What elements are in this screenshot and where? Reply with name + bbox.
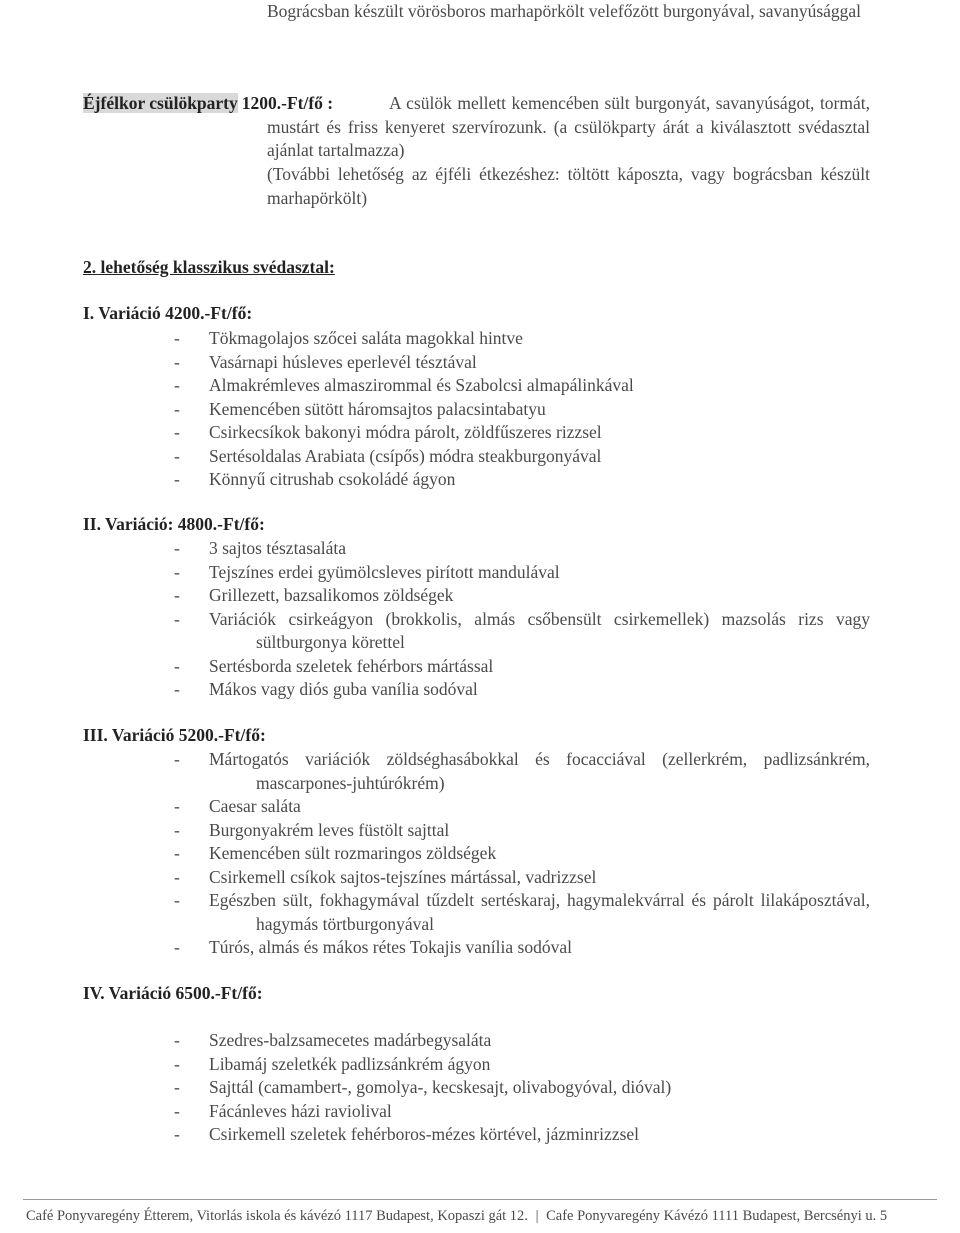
list-item: - Sajttál (camambert-, gomolya-, kecskesajt, olivabogyóval, dióval) bbox=[174, 1077, 672, 1097]
variation-4-title: IV. Variáció 6500.-Ft/fő: bbox=[83, 983, 263, 1003]
list-item: - Sertésoldalas Arabiata (csípős) módra steakburgonyával bbox=[174, 445, 602, 466]
list-item: - Szedres-balzsamecetes madárbegysaláta bbox=[174, 1030, 492, 1050]
section-heading: 2. lehetőség klasszikus svédasztal: bbox=[83, 257, 335, 277]
footer-left: Café Ponyvaregény Étterem, Vitorlás iskola és kávézó 1117 Budapest, Kopaszi gát 12. bbox=[26, 1208, 528, 1224]
list-item: - Almakrémleves almaszirommal és Szabolcsi almapálinkával bbox=[174, 375, 634, 395]
list-item: - Kemencében sütött háromsajtos palacsintabatyu bbox=[174, 398, 546, 419]
list-item: - Csirkemell szeletek fehérboros-mézes körtével, jázminrizzsel bbox=[174, 1124, 640, 1144]
footer-right: Cafe Ponyvaregény Kávézó 1111 Budapest, Bercsényi u. bbox=[546, 1208, 877, 1224]
list-item: - Fácánleves házi raviolival bbox=[174, 1100, 392, 1121]
list-item: - Könnyű citrushab csokoládé ágyon bbox=[174, 469, 456, 489]
variation-2-title: II. Variáció: 4800.-Ft/fő: bbox=[83, 514, 265, 534]
list-item: - Csirkemell csíkok sajtos-tejszínes mártással, vadrizzsel bbox=[174, 866, 597, 887]
list-item: - Burgonyakrém leves füstölt sajttal bbox=[174, 819, 450, 840]
variation-1-title: I. Variáció 4200.-Ft/fő: bbox=[83, 303, 253, 323]
variation-1-list bbox=[174, 327, 870, 492]
list-item: - Csirkecsíkok bakonyi módra párolt, zöldfűszeres rizzsel bbox=[174, 422, 602, 442]
list-item: - Caesar saláta bbox=[174, 796, 301, 816]
intro-text: Bográcsban készült vörösboros marhapörkölt velefőzött burgonyával, savanyúsággal bbox=[267, 1, 862, 21]
list-item: - Vasárnapi húsleves eperlevél tésztával bbox=[174, 351, 477, 372]
list-item: - Túrós, almás és mákos rétes Tokajis vanília sodóval bbox=[174, 937, 572, 957]
midnight-extra: (További lehetőség az éjféli étkezéshez: töltött káposzta, vagy bográcsban készült marhapörkölt) bbox=[267, 164, 870, 208]
midnight-label: Éjfélkor csülökparty bbox=[83, 93, 238, 113]
list-item: - Kemencében sült rozmaringos zöldségek bbox=[174, 843, 497, 863]
footer-divider bbox=[23, 1199, 937, 1200]
list-item: - Variációk csirkeágyon (brokkolis, almás csőbensült csirkemellek) mazsolás rizs vagy sültburgonya körettel bbox=[174, 608, 870, 652]
variation-4-list bbox=[174, 1029, 870, 1147]
list-item: - Grillezett, bazsalikomos zöldségek bbox=[174, 585, 454, 605]
midnight-text: A csülök mellett kemencében sült burgonyát, savanyúságot, tormát, mustárt és friss kenyeret szervírozunk. (a csülökparty árát a kiválasztott svédasztal ajánlat tartalmazza) bbox=[267, 93, 870, 160]
variation-2-list bbox=[174, 537, 870, 702]
page-number: 5 bbox=[879, 1208, 888, 1224]
list-item: - Egészben sült, fokhagymával tűzdelt sertéskaraj, hagymalekvárral és párolt lilakáposztával, hagymás törtburgonyával bbox=[174, 890, 870, 934]
midnight-price: 1200.-Ft/fő : bbox=[241, 93, 334, 113]
variation-3-list bbox=[174, 748, 870, 960]
list-item: - Tökmagolajos szőcei saláta magokkal hintve bbox=[174, 328, 523, 348]
list-item: - Mártogatós variációk zöldséghasábokkal és focacciával (zellerkrém, padlizsánkrém, mascarpones-juhtúrókrém) bbox=[174, 749, 870, 793]
footer-separator: | bbox=[535, 1208, 539, 1224]
list-item: - Mákos vagy diós guba vanília sodóval bbox=[174, 679, 478, 699]
list-item: - Tejszínes erdei gyümölcsleves pirított mandulával bbox=[174, 561, 560, 582]
variation-3-title: III. Variáció 5200.-Ft/fő: bbox=[83, 725, 266, 745]
page-footer bbox=[26, 1208, 887, 1225]
list-item: - Sertésborda szeletek fehérbors mártással bbox=[174, 655, 494, 676]
list-item: - 3 sajtos tésztasaláta bbox=[174, 538, 347, 558]
list-item: - Libamáj szeletkék padlizsánkrém ágyon bbox=[174, 1053, 491, 1074]
